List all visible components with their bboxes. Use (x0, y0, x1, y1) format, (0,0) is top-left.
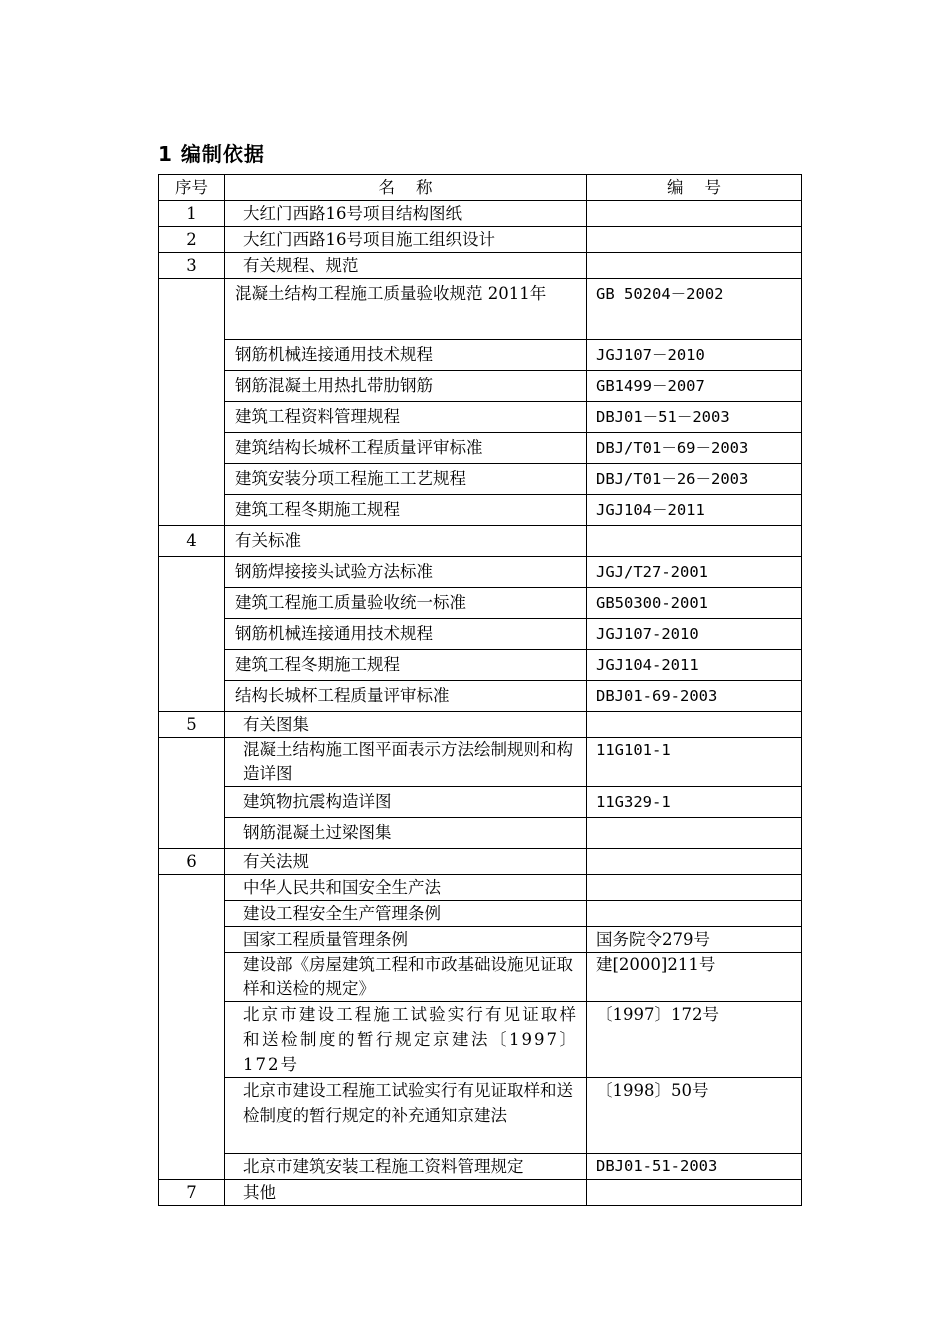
table-row (159, 1078, 802, 1154)
row-code: DBJ01－51－2003 (587, 402, 802, 433)
table-row (159, 953, 802, 1002)
table-row (159, 588, 802, 619)
row-code: DBJ01-51-2003 (587, 1154, 802, 1180)
row-name: 大红门西路16号项目结构图纸 (225, 201, 587, 227)
table-row (159, 681, 802, 712)
table-row (159, 201, 802, 227)
row-name: 北京市建筑安装工程施工资料管理规定 (225, 1154, 587, 1180)
table-row (159, 464, 802, 495)
row-code (587, 901, 802, 927)
row-seq (159, 738, 225, 849)
row-code: 国务院令279号 (587, 927, 802, 953)
row-name: 国家工程质量管理条例 (225, 927, 587, 953)
row-name: 钢筋混凝土用热扎带肋钢筋 (225, 371, 587, 402)
row-code: DBJ01-69-2003 (587, 681, 802, 712)
row-name: 建筑物抗震构造详图 (225, 787, 587, 818)
row-code (587, 253, 802, 279)
row-seq: 4 (159, 526, 225, 557)
header-name: 名 称 (225, 175, 587, 201)
row-name: 有关标准 (225, 526, 587, 557)
row-name: 混凝土结构工程施工质量验收规范 2011年 (225, 279, 587, 340)
row-name: 有关图集 (225, 712, 587, 738)
table-row (159, 927, 802, 953)
table-row (159, 526, 802, 557)
row-code (587, 712, 802, 738)
table-row (159, 402, 802, 433)
table-row (159, 1154, 802, 1180)
row-name: 北京市建设工程施工试验实行有见证取样和送检制度的暂行规定的补充通知京建法 (225, 1078, 587, 1154)
row-name: 建筑工程冬期施工规程 (225, 650, 587, 681)
table-header-row (159, 175, 802, 201)
row-code: GB 50204－2002 (587, 279, 802, 340)
row-code: JGJ104-2011 (587, 650, 802, 681)
row-code: 11G329-1 (587, 787, 802, 818)
table-row (159, 253, 802, 279)
table-row (159, 650, 802, 681)
row-code (587, 875, 802, 901)
row-code (587, 526, 802, 557)
row-seq (159, 875, 225, 1180)
row-code: JGJ/T27-2001 (587, 557, 802, 588)
row-seq (159, 557, 225, 712)
row-name: 建筑工程资料管理规程 (225, 402, 587, 433)
row-code: JGJ104－2011 (587, 495, 802, 526)
row-seq (159, 279, 225, 526)
row-seq: 6 (159, 849, 225, 875)
row-code: GB1499－2007 (587, 371, 802, 402)
table-row (159, 901, 802, 927)
basis-table (158, 174, 802, 1206)
table-row (159, 433, 802, 464)
row-name: 建设工程安全生产管理条例 (225, 901, 587, 927)
table-row (159, 227, 802, 253)
row-name: 中华人民共和国安全生产法 (225, 875, 587, 901)
row-code: GB50300-2001 (587, 588, 802, 619)
table-row (159, 371, 802, 402)
row-code (587, 227, 802, 253)
row-code: DBJ/T01－69－2003 (587, 433, 802, 464)
row-name: 建筑工程冬期施工规程 (225, 495, 587, 526)
row-code: 〔1997〕172号 (587, 1002, 802, 1078)
table-row (159, 712, 802, 738)
row-code (587, 1180, 802, 1206)
table-row (159, 818, 802, 849)
row-name: 建筑工程施工质量验收统一标准 (225, 588, 587, 619)
row-seq: 7 (159, 1180, 225, 1206)
row-name: 钢筋混凝土过梁图集 (225, 818, 587, 849)
header-code: 编 号 (587, 175, 802, 201)
table-row (159, 619, 802, 650)
row-code (587, 849, 802, 875)
row-code: JGJ107－2010 (587, 340, 802, 371)
row-code (587, 201, 802, 227)
row-code (587, 818, 802, 849)
table-row (159, 738, 802, 787)
row-name: 建设部《房屋建筑工程和市政基础设施见证取样和送检的规定》 (225, 953, 587, 1002)
table-row (159, 557, 802, 588)
row-name: 建筑安装分项工程施工工艺规程 (225, 464, 587, 495)
row-name: 大红门西路16号项目施工组织设计 (225, 227, 587, 253)
table-row (159, 495, 802, 526)
row-code: 〔1998〕50号 (587, 1078, 802, 1154)
table-row (159, 849, 802, 875)
row-seq: 1 (159, 201, 225, 227)
row-code: DBJ/T01－26－2003 (587, 464, 802, 495)
row-seq: 3 (159, 253, 225, 279)
row-name: 钢筋机械连接通用技术规程 (225, 619, 587, 650)
header-seq: 序号 (159, 175, 225, 201)
table-row (159, 340, 802, 371)
row-seq: 2 (159, 227, 225, 253)
table-row (159, 1002, 802, 1078)
row-name: 结构长城杯工程质量评审标准 (225, 681, 587, 712)
row-name: 有关规程、规范 (225, 253, 587, 279)
row-name: 有关法规 (225, 849, 587, 875)
table-row (159, 787, 802, 818)
table-row (159, 1180, 802, 1206)
row-name: 钢筋机械连接通用技术规程 (225, 340, 587, 371)
row-name: 混凝土结构施工图平面表示方法绘制规则和构造详图 (225, 738, 587, 787)
section-heading: 1 编制依据 (158, 142, 265, 166)
row-name: 其他 (225, 1180, 587, 1206)
table-row (159, 875, 802, 901)
row-code: 建[2000]211号 (587, 953, 802, 1002)
row-seq: 5 (159, 712, 225, 738)
table-row (159, 279, 802, 340)
row-code: 11G101-1 (587, 738, 802, 787)
row-code: JGJ107-2010 (587, 619, 802, 650)
row-name: 钢筋焊接接头试验方法标准 (225, 557, 587, 588)
row-name: 建筑结构长城杯工程质量评审标准 (225, 433, 587, 464)
row-name: 北京市建设工程施工试验实行有见证取样和送检制度的暂行规定京建法〔1997〕172号 (225, 1002, 587, 1078)
